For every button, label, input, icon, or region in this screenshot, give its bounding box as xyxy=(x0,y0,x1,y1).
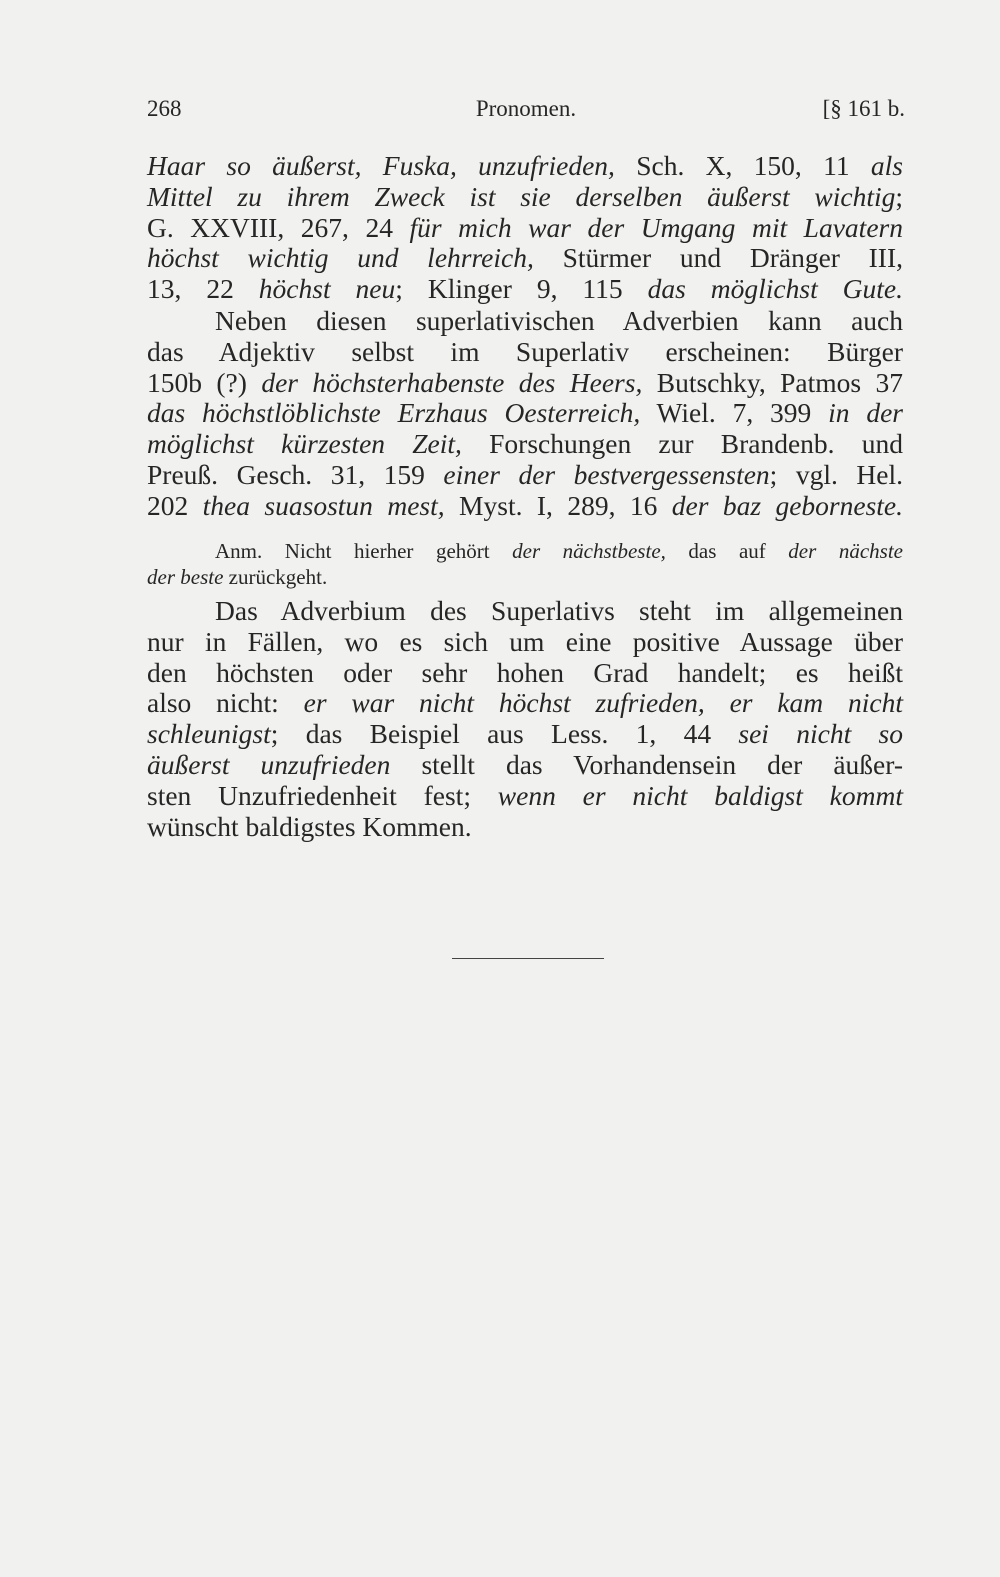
block2-line xyxy=(147,337,903,368)
italic-run: das möglichst Gute. xyxy=(647,273,903,305)
text-run: Myst. I, 289, 16 xyxy=(444,489,672,521)
text-run: ; vgl. Hel. xyxy=(769,458,903,490)
block3-line xyxy=(147,781,903,812)
italic-run: möglichst kürzesten Zeit, xyxy=(147,428,462,460)
italic-run: Mittel zu ihrem Zweck ist sie derselben äußerst wichtig xyxy=(147,180,896,212)
block3-line xyxy=(147,688,903,719)
italic-run: höchst neu xyxy=(258,273,396,305)
italic-run: der beste xyxy=(147,565,224,589)
block3-line xyxy=(147,750,903,781)
text-run: Wiel. 7, 399 xyxy=(640,397,829,429)
italic-run: der höchsterhabenste des Heers, xyxy=(261,366,643,398)
block2-line xyxy=(147,368,903,399)
text-run: 202 xyxy=(147,489,203,521)
running-header xyxy=(147,96,905,130)
text-run: ; xyxy=(895,180,903,212)
text-run: den höchsten oder sehr hohen Grad handelt; es heißt xyxy=(147,656,903,688)
block3-line xyxy=(147,719,903,750)
text-run: zurückgeht. xyxy=(223,565,328,589)
italic-run: einer der bestvergessensten xyxy=(443,458,770,490)
text-run: das auf xyxy=(665,539,789,563)
block3-line xyxy=(147,812,903,843)
italic-run: thea suasostun mest, xyxy=(202,489,445,521)
block1-line xyxy=(147,182,903,213)
block2-line xyxy=(147,491,903,522)
block2-line xyxy=(147,398,903,429)
text-run: Forschungen zur Brandenb. und xyxy=(461,428,903,460)
block2-line xyxy=(147,460,903,491)
italic-run: er war nicht höchst zufrieden, er kam nicht xyxy=(303,687,903,719)
text-run: Neben diesen superlativischen Adverbien kann auch xyxy=(215,305,903,336)
italic-run: höchst wichtig und lehrreich, xyxy=(147,242,534,274)
block1-line xyxy=(147,243,903,274)
note-line xyxy=(147,538,903,564)
italic-run: äußerst unzufrieden xyxy=(147,748,391,780)
block1-line xyxy=(147,274,903,305)
paragraph-adverb-usage xyxy=(147,596,903,842)
page-title: Pronomen. xyxy=(475,96,577,121)
block2-line xyxy=(147,429,903,460)
text-run: 13, 22 xyxy=(147,273,259,305)
annotation-note xyxy=(147,538,903,590)
text-run: das Adjektiv selbst im Superlativ erscheinen: Bürger xyxy=(147,335,903,367)
text-run: Stürmer und Dränger III, xyxy=(533,242,903,274)
block1-line xyxy=(147,213,903,244)
text-run: sten Unzufriedenheit fest; xyxy=(147,779,498,811)
block2-line xyxy=(147,306,903,337)
italic-run: der nächste xyxy=(788,539,903,563)
text-run: G. XXVIII, 267, 24 xyxy=(147,211,410,243)
text-run: Sch. X, 150, 11 xyxy=(614,150,871,181)
text-run: ; das Beispiel aus Less. 1, 44 xyxy=(270,718,739,750)
block1-line xyxy=(147,151,903,182)
text-run: wünscht baldigstes Kommen. xyxy=(147,810,472,842)
text-run: Das Adverbium des Superlativs steht im allgemeinen xyxy=(215,595,903,626)
text-run: 150b (?) xyxy=(147,366,262,398)
end-rule xyxy=(452,958,604,959)
block3-line xyxy=(147,596,903,627)
paragraph-superlative-adjective xyxy=(147,306,903,522)
italic-run: Haar so äußerst, Fuska, unzufrieden, xyxy=(147,150,615,181)
block3-line xyxy=(147,658,903,689)
italic-run: in der xyxy=(828,397,903,429)
block3-line xyxy=(147,627,903,658)
paragraph-examples-continued xyxy=(147,151,903,305)
italic-run: als xyxy=(870,150,903,181)
text-run: also nicht: xyxy=(147,687,304,719)
italic-run: für mich war der Umgang mit Lavatern xyxy=(409,211,903,243)
italic-run: der baz geborneste. xyxy=(671,489,904,521)
italic-run: das höchstlöblichste Erzhaus Oesterreich, xyxy=(147,397,641,429)
text-run: nur in Fällen, wo es sich um eine positive Aussage über xyxy=(147,625,903,657)
italic-run: schleunigst xyxy=(147,718,271,750)
text-run: ; Klinger 9, 115 xyxy=(395,273,648,305)
note-line xyxy=(147,564,903,590)
text-run: Butschky, Patmos 37 xyxy=(642,366,903,398)
italic-run: wenn er nicht baldigst kommt xyxy=(497,779,903,811)
page-number: 268 xyxy=(147,96,182,121)
italic-run: sei nicht so xyxy=(738,718,903,750)
text-run: stellt das Vorhandensein der äußer- xyxy=(390,748,903,780)
text-run: Preuß. Gesch. 31, 159 xyxy=(147,458,444,490)
text-run: Anm. Nicht hierher gehört xyxy=(215,539,513,563)
section-reference: [§ 161 b. xyxy=(822,96,905,121)
italic-run: der nächstbeste, xyxy=(512,539,666,563)
